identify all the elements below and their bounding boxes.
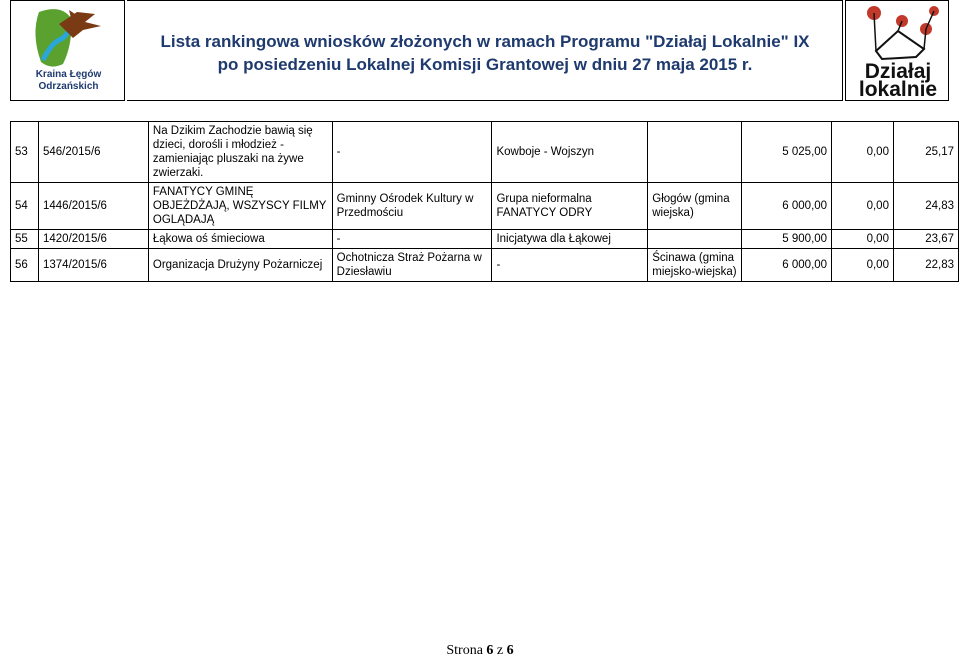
cell-lp: 55 [11, 230, 39, 249]
cell-title: Na Dzikim Zachodzie bawią się dzieci, dorośli i młodzież - zamieniając pluszaki na żywe zwierzaki. [148, 122, 332, 183]
header [10, 0, 949, 101]
cell-amount: 5 900,00 [742, 230, 832, 249]
cell-score: 25,17 [893, 122, 958, 183]
table-row [11, 249, 959, 282]
cell-location [648, 122, 742, 183]
cell-title: Organizacja Drużyny Pożarniczej [148, 249, 332, 282]
cell-number: 546/2015/6 [38, 122, 148, 183]
title-box [127, 0, 843, 101]
cell-applicant: - [332, 230, 492, 249]
footer-z: z [496, 643, 504, 658]
page-title-line-2: po posiedzeniu Lokalnej Komisji Grantowej w dniu 27 maja 2015 r. [217, 55, 753, 74]
footer-total: 6 [506, 643, 514, 658]
cell-applicant: - [332, 122, 492, 183]
cell-amount: 5 025,00 [742, 122, 832, 183]
cell-score: 23,67 [893, 230, 958, 249]
ranking-table [10, 121, 959, 282]
cell-own: 0,00 [832, 249, 894, 282]
cell-title: FANATYCY GMINĘ OBJEŻDŻAJĄ, WSZYSCY FILMY OGLĄDAJĄ [148, 183, 332, 230]
footer-strona: Strona [446, 643, 483, 658]
footer-page: 6 [486, 643, 494, 658]
cell-group: Inicjatywa dla Łąkowej [492, 230, 648, 249]
cell-number: 1446/2015/6 [38, 183, 148, 230]
cell-group: Kowboje - Wojszyn [492, 122, 648, 183]
cell-applicant: Ochotnicza Straż Pożarna w Dziesławiu [332, 249, 492, 282]
kraina-legow-logo [10, 0, 125, 101]
logo-left-line-1: Kraina Łęgów [35, 69, 102, 80]
cell-location [648, 230, 742, 249]
table-row [11, 183, 959, 230]
cell-own: 0,00 [832, 183, 894, 230]
cell-lp: 56 [11, 249, 39, 282]
logo-right-line-1: Działaj [864, 60, 932, 83]
table-row [11, 122, 959, 183]
cell-score: 24,83 [893, 183, 958, 230]
cell-location: Ścinawa (gmina miejsko-wiejska) [648, 249, 742, 282]
cell-own: 0,00 [832, 122, 894, 183]
logo-right-line-2: lokalnie [858, 78, 938, 101]
cell-lp: 54 [11, 183, 39, 230]
cell-amount: 6 000,00 [742, 183, 832, 230]
kraina-logo-icon [11, 4, 126, 74]
table-row [11, 230, 959, 249]
cell-number: 1420/2015/6 [38, 230, 148, 249]
cell-score: 22,83 [893, 249, 958, 282]
cell-number: 1374/2015/6 [38, 249, 148, 282]
cell-applicant: Gminny Ośrodek Kultury w Przedmościu [332, 183, 492, 230]
dzialaj-lokalnie-logo [845, 0, 949, 101]
logo-left-line-2: Odrzańskich [38, 81, 99, 92]
cell-title: Łąkowa oś śmieciowa [148, 230, 332, 249]
cell-location: Głogów (gmina wiejska) [648, 183, 742, 230]
cell-group: Grupa nieformalna FANATYCY ODRY [492, 183, 648, 230]
cell-lp: 53 [11, 122, 39, 183]
cell-group: - [492, 249, 648, 282]
page-title-line-1: Lista rankingowa wniosków złożonych w ramach Programu "Działaj Lokalnie" IX [160, 32, 810, 51]
cell-own: 0,00 [832, 230, 894, 249]
dzialaj-lokalnie-icon [846, 1, 950, 61]
cell-amount: 6 000,00 [742, 249, 832, 282]
